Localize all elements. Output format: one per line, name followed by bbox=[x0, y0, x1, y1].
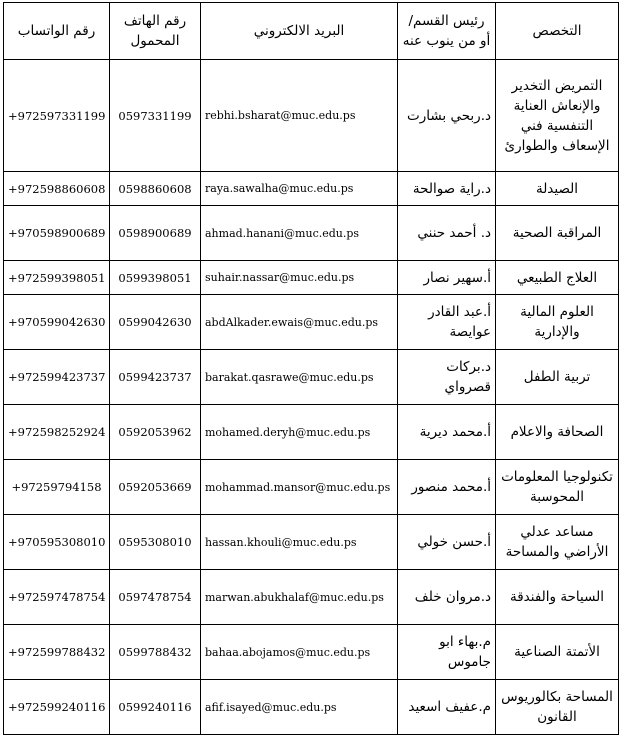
header-row bbox=[4, 3, 619, 60]
department-head-cell: أ.حسن خولي bbox=[398, 515, 496, 570]
department-head-cell: د.ربحي بشارت bbox=[398, 60, 496, 172]
whatsapp-number-cell: +972599240116 bbox=[4, 680, 110, 735]
mobile-number-cell: 0595308010 bbox=[110, 515, 201, 570]
table-row bbox=[4, 515, 619, 570]
department-head-cell: أ.سهير نصار bbox=[398, 261, 496, 295]
department-head-cell: م.بهاء ابو جاموس bbox=[398, 625, 496, 680]
department-head-cell: د.بركات قصرواي bbox=[398, 350, 496, 405]
specialization-cell: الصيدلة bbox=[496, 172, 619, 206]
table-row bbox=[4, 295, 619, 350]
email-cell: ahmad.hanani@muc.edu.ps bbox=[201, 206, 398, 261]
mobile-number-cell: 0592053962 bbox=[110, 405, 201, 460]
contacts-table bbox=[3, 2, 619, 735]
table-row bbox=[4, 261, 619, 295]
specialization-cell: المراقبة الصحية bbox=[496, 206, 619, 261]
table-row bbox=[4, 460, 619, 515]
table-row bbox=[4, 172, 619, 206]
table-row bbox=[4, 680, 619, 735]
specialization-cell: تكنولوجيا المعلومات المحوسبة bbox=[496, 460, 619, 515]
department-head-cell: د.مروان خلف bbox=[398, 570, 496, 625]
mobile-number-cell: 0599398051 bbox=[110, 261, 201, 295]
table-row bbox=[4, 625, 619, 680]
email-cell: hassan.khouli@muc.edu.ps bbox=[201, 515, 398, 570]
whatsapp-number-cell: +972599788432 bbox=[4, 625, 110, 680]
department-head-cell: أ.محمد ديرية bbox=[398, 405, 496, 460]
specialization-cell: العلاج الطبيعي bbox=[496, 261, 619, 295]
header-mobile: رقم الهاتف المحمول bbox=[110, 3, 201, 60]
email-cell: raya.sawalha@muc.edu.ps bbox=[201, 172, 398, 206]
table-row bbox=[4, 206, 619, 261]
whatsapp-number-cell: +972599423737 bbox=[4, 350, 110, 405]
header-department-head: رئيس القسم/ أو من ينوب عنه bbox=[398, 3, 496, 60]
mobile-number-cell: 0598900689 bbox=[110, 206, 201, 261]
table-row bbox=[4, 570, 619, 625]
whatsapp-number-cell: +972597478754 bbox=[4, 570, 110, 625]
email-cell: marwan.abukhalaf@muc.edu.ps bbox=[201, 570, 398, 625]
specialization-cell: العلوم المالية والإدارية bbox=[496, 295, 619, 350]
mobile-number-cell: 0599042630 bbox=[110, 295, 201, 350]
specialization-cell: الأتمتة الصناعية bbox=[496, 625, 619, 680]
specialization-cell: السياحة والفندقة bbox=[496, 570, 619, 625]
department-head-cell: م.عفيف اسعيد bbox=[398, 680, 496, 735]
email-cell: mohamed.deryh@muc.edu.ps bbox=[201, 405, 398, 460]
email-cell: rebhi.bsharat@muc.edu.ps bbox=[201, 60, 398, 172]
whatsapp-number-cell: +97259794158 bbox=[4, 460, 110, 515]
header-whatsapp: رقم الواتساب bbox=[4, 3, 110, 60]
mobile-number-cell: 0592053669 bbox=[110, 460, 201, 515]
email-cell: suhair.nassar@muc.edu.ps bbox=[201, 261, 398, 295]
whatsapp-number-cell: +972598860608 bbox=[4, 172, 110, 206]
department-head-cell: د.راية صوالحة bbox=[398, 172, 496, 206]
specialization-cell: التمريض التخدير والإنعاش العناية التنفسية فني الإسعاف والطوارئ bbox=[496, 60, 619, 172]
whatsapp-number-cell: +970598900689 bbox=[4, 206, 110, 261]
table-row bbox=[4, 350, 619, 405]
table-row bbox=[4, 60, 619, 172]
email-cell: afif.isayed@muc.edu.ps bbox=[201, 680, 398, 735]
mobile-number-cell: 0598860608 bbox=[110, 172, 201, 206]
email-cell: mohammad.mansor@muc.edu.ps bbox=[201, 460, 398, 515]
email-cell: barakat.qasrawe@muc.edu.ps bbox=[201, 350, 398, 405]
department-head-cell: د. أحمد حنني bbox=[398, 206, 496, 261]
mobile-number-cell: 0597331199 bbox=[110, 60, 201, 172]
email-cell: abdAlkader.ewais@muc.edu.ps bbox=[201, 295, 398, 350]
mobile-number-cell: 0599788432 bbox=[110, 625, 201, 680]
whatsapp-number-cell: +972599398051 bbox=[4, 261, 110, 295]
whatsapp-number-cell: +970599042630 bbox=[4, 295, 110, 350]
specialization-cell: الصحافة والاعلام bbox=[496, 405, 619, 460]
header-email: البريد الالكتروني bbox=[201, 3, 398, 60]
specialization-cell: مساعد عدلي الأراضي والمساحة bbox=[496, 515, 619, 570]
department-head-cell: أ.عبد القادر عوايصة bbox=[398, 295, 496, 350]
header-specialization: التخصص bbox=[496, 3, 619, 60]
department-head-cell: أ.محمد منصور bbox=[398, 460, 496, 515]
mobile-number-cell: 0599423737 bbox=[110, 350, 201, 405]
specialization-cell: تربية الطفل bbox=[496, 350, 619, 405]
mobile-number-cell: 0599240116 bbox=[110, 680, 201, 735]
specialization-cell: المساحة بكالوريوس القانون bbox=[496, 680, 619, 735]
whatsapp-number-cell: +970595308010 bbox=[4, 515, 110, 570]
email-cell: bahaa.abojamos@muc.edu.ps bbox=[201, 625, 398, 680]
mobile-number-cell: 0597478754 bbox=[110, 570, 201, 625]
whatsapp-number-cell: +972597331199 bbox=[4, 60, 110, 172]
whatsapp-number-cell: +972598252924 bbox=[4, 405, 110, 460]
table-row bbox=[4, 405, 619, 460]
